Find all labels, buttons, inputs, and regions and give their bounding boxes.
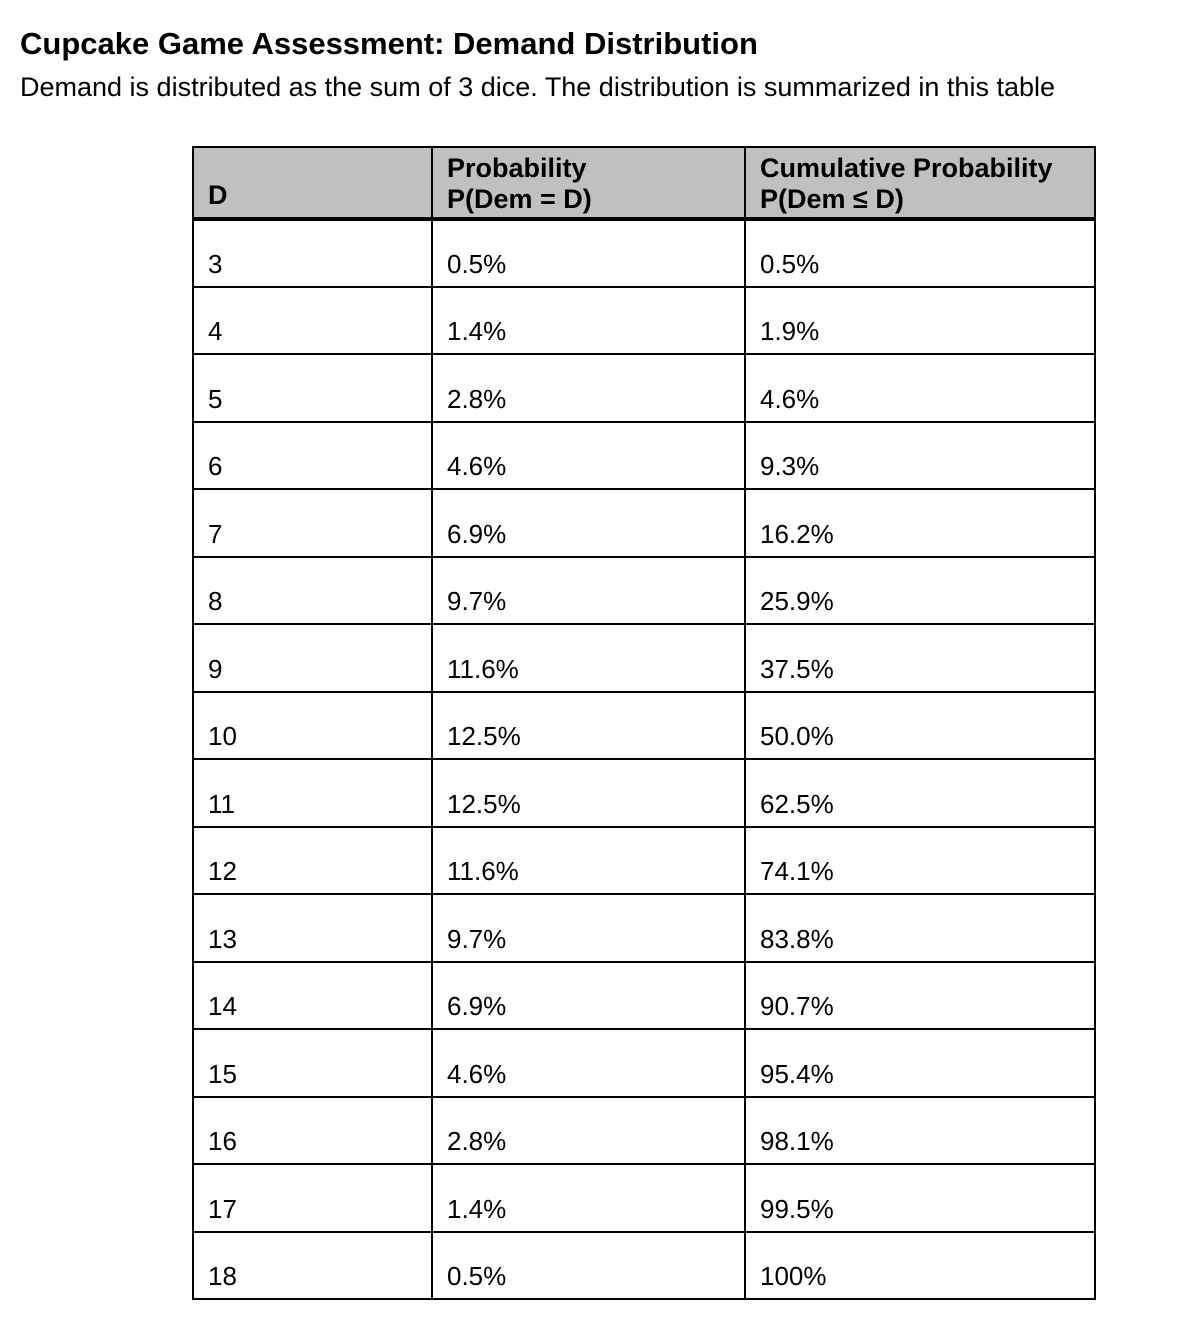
cell-cumulative-probability: 0.5% bbox=[745, 219, 1095, 287]
cell-cumulative-probability: 62.5% bbox=[745, 759, 1095, 827]
cell-demand: 13 bbox=[193, 894, 432, 962]
cell-probability: 6.9% bbox=[432, 962, 745, 1030]
table-row bbox=[193, 489, 1095, 557]
cell-cumulative-probability: 99.5% bbox=[745, 1164, 1095, 1232]
cell-demand: 7 bbox=[193, 489, 432, 557]
cell-demand: 16 bbox=[193, 1097, 432, 1165]
cell-demand: 3 bbox=[193, 219, 432, 287]
cell-demand: 18 bbox=[193, 1232, 432, 1300]
cell-probability: 1.4% bbox=[432, 1164, 745, 1232]
table-header-row bbox=[193, 147, 1095, 219]
cell-probability: 4.6% bbox=[432, 1029, 745, 1097]
cell-cumulative-probability: 4.6% bbox=[745, 354, 1095, 422]
table-row bbox=[193, 219, 1095, 287]
cell-demand: 11 bbox=[193, 759, 432, 827]
cell-cumulative-probability: 16.2% bbox=[745, 489, 1095, 557]
cell-cumulative-probability: 95.4% bbox=[745, 1029, 1095, 1097]
cell-cumulative-probability: 1.9% bbox=[745, 287, 1095, 355]
cell-demand: 6 bbox=[193, 422, 432, 490]
cell-cumulative-probability: 100% bbox=[745, 1232, 1095, 1300]
cell-cumulative-probability: 37.5% bbox=[745, 624, 1095, 692]
table-row bbox=[193, 287, 1095, 355]
page-title: Cupcake Game Assessment: Demand Distribution bbox=[20, 26, 758, 61]
cell-cumulative-probability: 9.3% bbox=[745, 422, 1095, 490]
cell-cumulative-probability: 25.9% bbox=[745, 557, 1095, 625]
table-row bbox=[193, 1164, 1095, 1232]
header-cumulative-probability bbox=[745, 147, 1095, 219]
cell-demand: 14 bbox=[193, 962, 432, 1030]
cell-probability: 9.7% bbox=[432, 894, 745, 962]
header-d-label: D bbox=[208, 180, 228, 210]
table-row bbox=[193, 422, 1095, 490]
cell-demand: 8 bbox=[193, 557, 432, 625]
cell-demand: 17 bbox=[193, 1164, 432, 1232]
cell-demand: 12 bbox=[193, 827, 432, 895]
cell-demand: 9 bbox=[193, 624, 432, 692]
cell-probability: 2.8% bbox=[432, 354, 745, 422]
table-row bbox=[193, 1232, 1095, 1300]
cell-probability: 9.7% bbox=[432, 557, 745, 625]
table-row bbox=[193, 624, 1095, 692]
table-row bbox=[193, 557, 1095, 625]
cell-probability: 1.4% bbox=[432, 287, 745, 355]
header-probability-title: Probability bbox=[447, 153, 587, 183]
header-d bbox=[193, 147, 432, 219]
header-probability bbox=[432, 147, 745, 219]
cell-probability: 11.6% bbox=[432, 624, 745, 692]
table-row bbox=[193, 962, 1095, 1030]
cell-probability: 12.5% bbox=[432, 692, 745, 760]
cell-demand: 5 bbox=[193, 354, 432, 422]
table-row bbox=[193, 827, 1095, 895]
cell-probability: 0.5% bbox=[432, 219, 745, 287]
cell-cumulative-probability: 98.1% bbox=[745, 1097, 1095, 1165]
header-cumulative-title: Cumulative Probability bbox=[760, 153, 1053, 183]
table-row bbox=[193, 1097, 1095, 1165]
cell-probability: 2.8% bbox=[432, 1097, 745, 1165]
header-probability-formula: P(Dem = D) bbox=[447, 184, 592, 214]
cell-cumulative-probability: 74.1% bbox=[745, 827, 1095, 895]
cell-probability: 0.5% bbox=[432, 1232, 745, 1300]
cell-probability: 12.5% bbox=[432, 759, 745, 827]
table-body bbox=[193, 219, 1095, 1299]
cell-demand: 10 bbox=[193, 692, 432, 760]
demand-distribution-table bbox=[192, 146, 1096, 1300]
cell-probability: 11.6% bbox=[432, 827, 745, 895]
cell-probability: 4.6% bbox=[432, 422, 745, 490]
header-cumulative-formula: P(Dem ≤ D) bbox=[760, 184, 904, 214]
cell-probability: 6.9% bbox=[432, 489, 745, 557]
table-row bbox=[193, 894, 1095, 962]
table-row bbox=[193, 759, 1095, 827]
table-row bbox=[193, 1029, 1095, 1097]
cell-demand: 4 bbox=[193, 287, 432, 355]
cell-cumulative-probability: 90.7% bbox=[745, 962, 1095, 1030]
table-row bbox=[193, 692, 1095, 760]
cell-demand: 15 bbox=[193, 1029, 432, 1097]
table-row bbox=[193, 354, 1095, 422]
page-subtitle: Demand is distributed as the sum of 3 dice. The distribution is summarized in this table bbox=[20, 72, 1055, 102]
cell-cumulative-probability: 50.0% bbox=[745, 692, 1095, 760]
cell-cumulative-probability: 83.8% bbox=[745, 894, 1095, 962]
